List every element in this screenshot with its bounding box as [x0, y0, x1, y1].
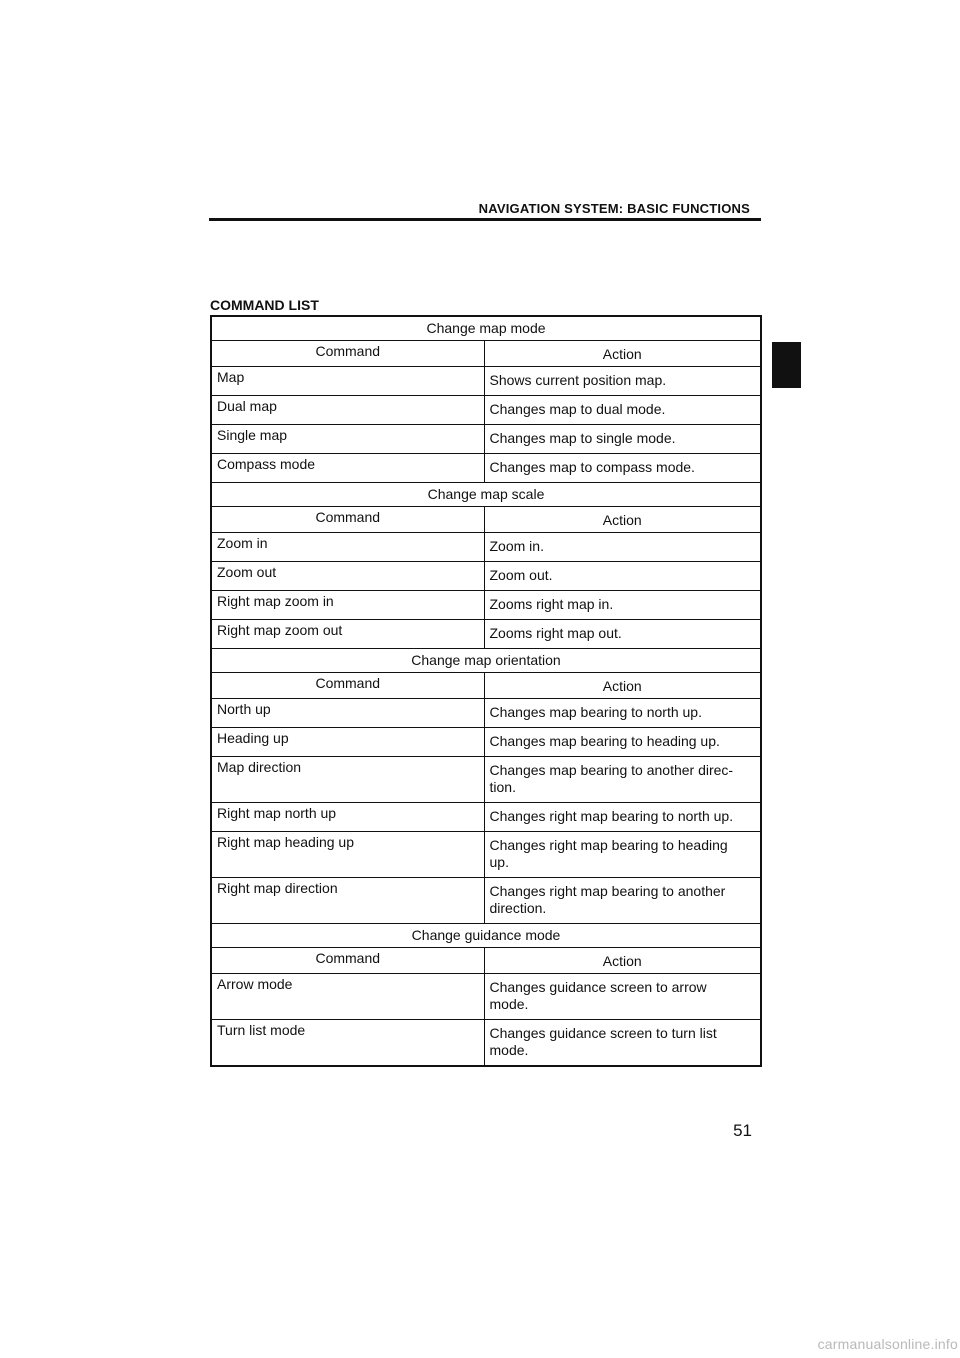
- action-cell: Changes map bearing to north up.: [484, 698, 761, 727]
- column-header-row: [211, 506, 761, 532]
- action-cell: Changes map to compass mode.: [484, 453, 761, 482]
- command-cell: Right map north up: [211, 802, 484, 831]
- action-cell: Changes map bearing to heading up.: [484, 727, 761, 756]
- command-column-header: Command: [211, 672, 484, 698]
- action-cell: Changes map to single mode.: [484, 424, 761, 453]
- action-cell: Changes right map bearing to another direction.: [484, 877, 761, 923]
- action-cell: Zoom in.: [484, 532, 761, 561]
- action-cell: Changes guidance screen to turn list mode.: [484, 1019, 761, 1066]
- table-row: [211, 1019, 761, 1066]
- table-row: [211, 453, 761, 482]
- group-title: Change map mode: [211, 316, 761, 340]
- action-column-header: Action: [484, 340, 761, 366]
- table-row: [211, 831, 761, 877]
- action-column-header: Action: [484, 506, 761, 532]
- table-row: [211, 424, 761, 453]
- table-row: [211, 756, 761, 802]
- command-cell: Right map heading up: [211, 831, 484, 877]
- table-row: [211, 395, 761, 424]
- watermark-text: carmanualsonline.info: [817, 1336, 958, 1352]
- page-number: 51: [733, 1121, 752, 1140]
- group-title: Change map scale: [211, 482, 761, 506]
- command-cell: Zoom in: [211, 532, 484, 561]
- command-cell: Right map zoom out: [211, 619, 484, 648]
- table-row: [211, 366, 761, 395]
- table-row: [211, 802, 761, 831]
- action-cell: Changes map to dual mode.: [484, 395, 761, 424]
- command-cell: Map direction: [211, 756, 484, 802]
- action-cell: Shows current position map.: [484, 366, 761, 395]
- command-column-header: Command: [211, 506, 484, 532]
- command-cell: Compass mode: [211, 453, 484, 482]
- chapter-tab-marker: [772, 342, 801, 388]
- group-title-row: [211, 316, 761, 340]
- running-header: NAVIGATION SYSTEM: BASIC FUNCTIONS: [478, 201, 750, 216]
- table-row: [211, 561, 761, 590]
- table-row: [211, 590, 761, 619]
- action-column-header: Action: [484, 672, 761, 698]
- command-cell: Dual map: [211, 395, 484, 424]
- command-cell: Arrow mode: [211, 973, 484, 1019]
- command-cell: North up: [211, 698, 484, 727]
- command-cell: Turn list mode: [211, 1019, 484, 1066]
- group-title-row: [211, 482, 761, 506]
- command-cell: Heading up: [211, 727, 484, 756]
- section-title: COMMAND LIST: [210, 297, 319, 313]
- command-cell: Map: [211, 366, 484, 395]
- command-list-table: [210, 315, 762, 1067]
- table-row: [211, 532, 761, 561]
- column-header-row: [211, 340, 761, 366]
- action-cell: Changes right map bearing to north up.: [484, 802, 761, 831]
- column-header-row: [211, 947, 761, 973]
- header-rule: [209, 218, 761, 221]
- table-row: [211, 877, 761, 923]
- command-cell: Right map direction: [211, 877, 484, 923]
- group-title-row: [211, 923, 761, 947]
- table-row: [211, 973, 761, 1019]
- group-title: Change guidance mode: [211, 923, 761, 947]
- group-title: Change map orientation: [211, 648, 761, 672]
- command-column-header: Command: [211, 340, 484, 366]
- command-list-body: [211, 316, 761, 1066]
- action-cell: Zooms right map out.: [484, 619, 761, 648]
- command-cell: Single map: [211, 424, 484, 453]
- action-cell: Changes guidance screen to arrow mode.: [484, 973, 761, 1019]
- group-title-row: [211, 648, 761, 672]
- table-row: [211, 619, 761, 648]
- table-row: [211, 698, 761, 727]
- command-cell: Zoom out: [211, 561, 484, 590]
- table-row: [211, 727, 761, 756]
- action-cell: Changes map bearing to another direc- tion.: [484, 756, 761, 802]
- action-cell: Changes right map bearing to heading up.: [484, 831, 761, 877]
- action-cell: Zooms right map in.: [484, 590, 761, 619]
- command-cell: Right map zoom in: [211, 590, 484, 619]
- action-column-header: Action: [484, 947, 761, 973]
- column-header-row: [211, 672, 761, 698]
- command-column-header: Command: [211, 947, 484, 973]
- action-cell: Zoom out.: [484, 561, 761, 590]
